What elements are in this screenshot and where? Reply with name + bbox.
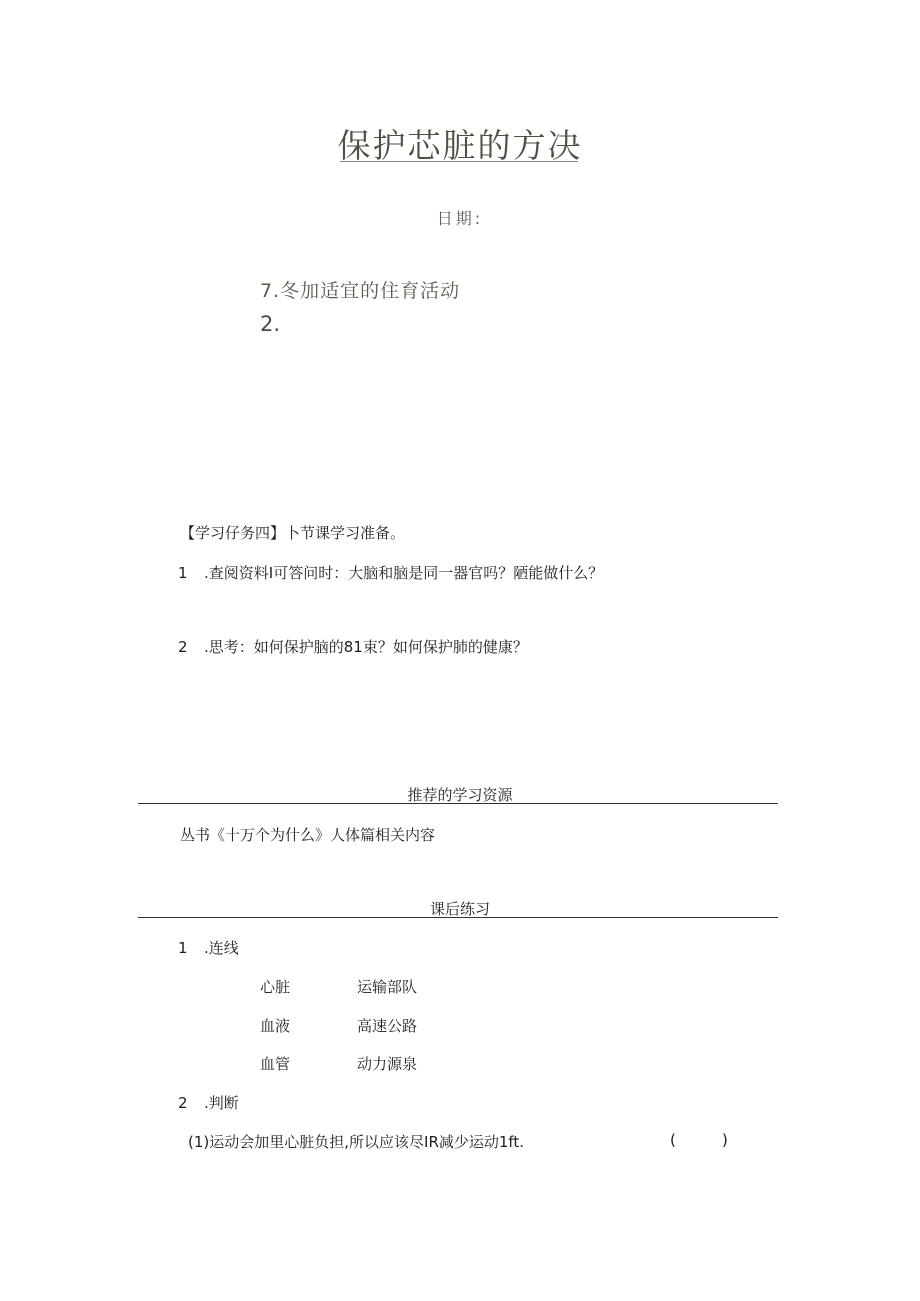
question-text: .思考：如何保护脑的81束？如何保护肺的健康？ (204, 638, 528, 656)
task-four-question-1 (178, 562, 603, 583)
page-title: 保护芯脏的方决 (337, 126, 583, 165)
matching-right-item: 高速公路 (357, 1017, 418, 1035)
task-four-heading: 【学习仔务四】卜节课学习准备。 (180, 524, 406, 542)
resources-text: 丛书《十万个为什么》人体篇相关内容 (180, 826, 436, 844)
task-four-question-2 (178, 636, 528, 657)
date-label: 日期: (436, 209, 484, 228)
question-number: 1 (178, 564, 188, 582)
exercise-number: 2 (178, 1094, 188, 1112)
matching-left-item: 血管 (260, 1055, 291, 1073)
judge-item-1: (1)运动会加里心脏负担,所以应该尽IR减少运动1ft. (188, 1133, 525, 1151)
handwritten-answer-1: 7.冬加适宜的住育活动 (260, 280, 461, 302)
matching-right-item: 动力源泉 (357, 1055, 418, 1073)
title-underline (340, 161, 578, 162)
matching-left-item: 心脏 (260, 978, 291, 996)
answer-blank-open: ( (670, 1131, 676, 1149)
judge-exercise-label (178, 1092, 239, 1113)
exercise-label: .连线 (204, 939, 239, 957)
matching-right-item: 运输部队 (357, 978, 418, 996)
handwritten-answer-2: 2. (260, 312, 281, 336)
question-number: 2 (178, 638, 188, 656)
answer-blank-close: ) (722, 1131, 728, 1149)
matching-left-item: 血液 (260, 1017, 291, 1035)
exercise-number: 1 (178, 939, 188, 957)
exercise-label: .判断 (204, 1094, 239, 1112)
matching-exercise-label (178, 937, 239, 958)
exercises-heading: 课后练习 (429, 900, 490, 918)
resources-heading: 推荐的学习资源 (407, 786, 513, 804)
question-text: .查阅资料I可答问时：大脑和脑是同一器官吗？陋能做什么？ (204, 564, 604, 582)
exercises-divider (138, 917, 778, 918)
resources-divider (138, 803, 778, 804)
